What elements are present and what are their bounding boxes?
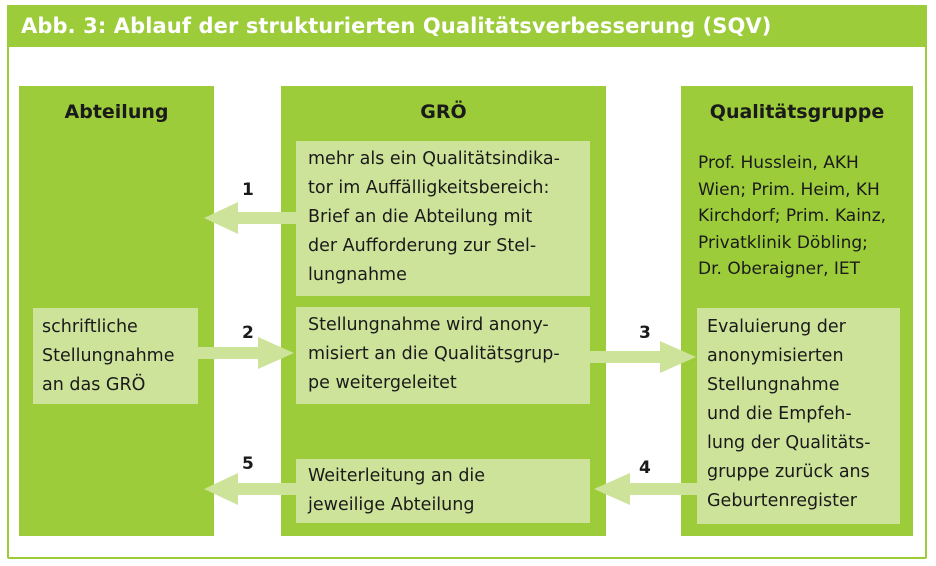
text-line: an das GRÖ (42, 375, 146, 395)
step-number-5: 5 (242, 454, 254, 474)
text-line: Privatklinik Döbling; (698, 232, 868, 253)
text-line: Stellungnahme (707, 375, 840, 395)
abteilung-box-statement (33, 308, 198, 404)
groe-box-letter (296, 141, 590, 296)
text-line: und die Empfeh- (707, 404, 852, 424)
qualitaetsgruppe-box-evaluation (697, 308, 900, 524)
text-line: Weiterleitung an die (308, 466, 486, 486)
text-line: tor im Auffälligkeitsbereich: (308, 178, 550, 198)
text-line: der Aufforderung zur Stel- (308, 236, 537, 256)
step-number-1: 1 (242, 180, 254, 200)
text-line: misiert an die Qualitätsgrup- (308, 344, 560, 364)
text-line: Kirchdorf; Prim. Kainz, (698, 206, 887, 226)
text-line: mehr als ein Qualitätsindika- (308, 149, 560, 169)
text-line: Evaluierung der (707, 317, 846, 337)
text-line: Prof. Husslein, AKH (698, 153, 859, 173)
diagram-title: Abb. 3: Ablauf der strukturierten Qualitätsverbesserung (SQV) (21, 14, 772, 38)
text-line: Geburtenregister (707, 491, 857, 511)
text-line: Brief an die Abteilung mit (308, 207, 533, 227)
text-line: Dr. Oberaigner, IET (698, 259, 861, 279)
text-line: anonymisierten (707, 346, 844, 366)
text-line: gruppe zurück ans (707, 462, 870, 482)
header-abteilung: Abteilung (64, 101, 169, 123)
text-line: Wien; Prim. Heim, KH (698, 179, 880, 200)
text-line: jeweilige Abteilung (308, 495, 475, 515)
header-groe: GRÖ (420, 101, 467, 123)
step-number-2: 2 (242, 323, 254, 343)
groe-box-anonymize (296, 307, 590, 404)
step-number-3: 3 (639, 323, 651, 343)
text-line: schriftliche (42, 317, 138, 337)
text-line: lungnahme (308, 265, 407, 285)
arrow-left-icon (200, 471, 300, 507)
qualitaetsgruppe-members (698, 150, 886, 283)
text-line: Stellungnahme wird anony- (308, 315, 549, 335)
text-line: pe weitergeleitet (308, 373, 457, 393)
groe-box-forward (296, 459, 590, 523)
text-line: Stellungnahme (42, 346, 175, 366)
step-number-4: 4 (639, 458, 651, 478)
header-qualitaetsgruppe: Qualitätsgruppe (709, 101, 885, 123)
title-bar (7, 5, 927, 47)
arrow-right-icon (588, 339, 702, 375)
text-line: lung der Qualitäts- (707, 433, 871, 453)
arrow-left-icon (200, 200, 300, 236)
